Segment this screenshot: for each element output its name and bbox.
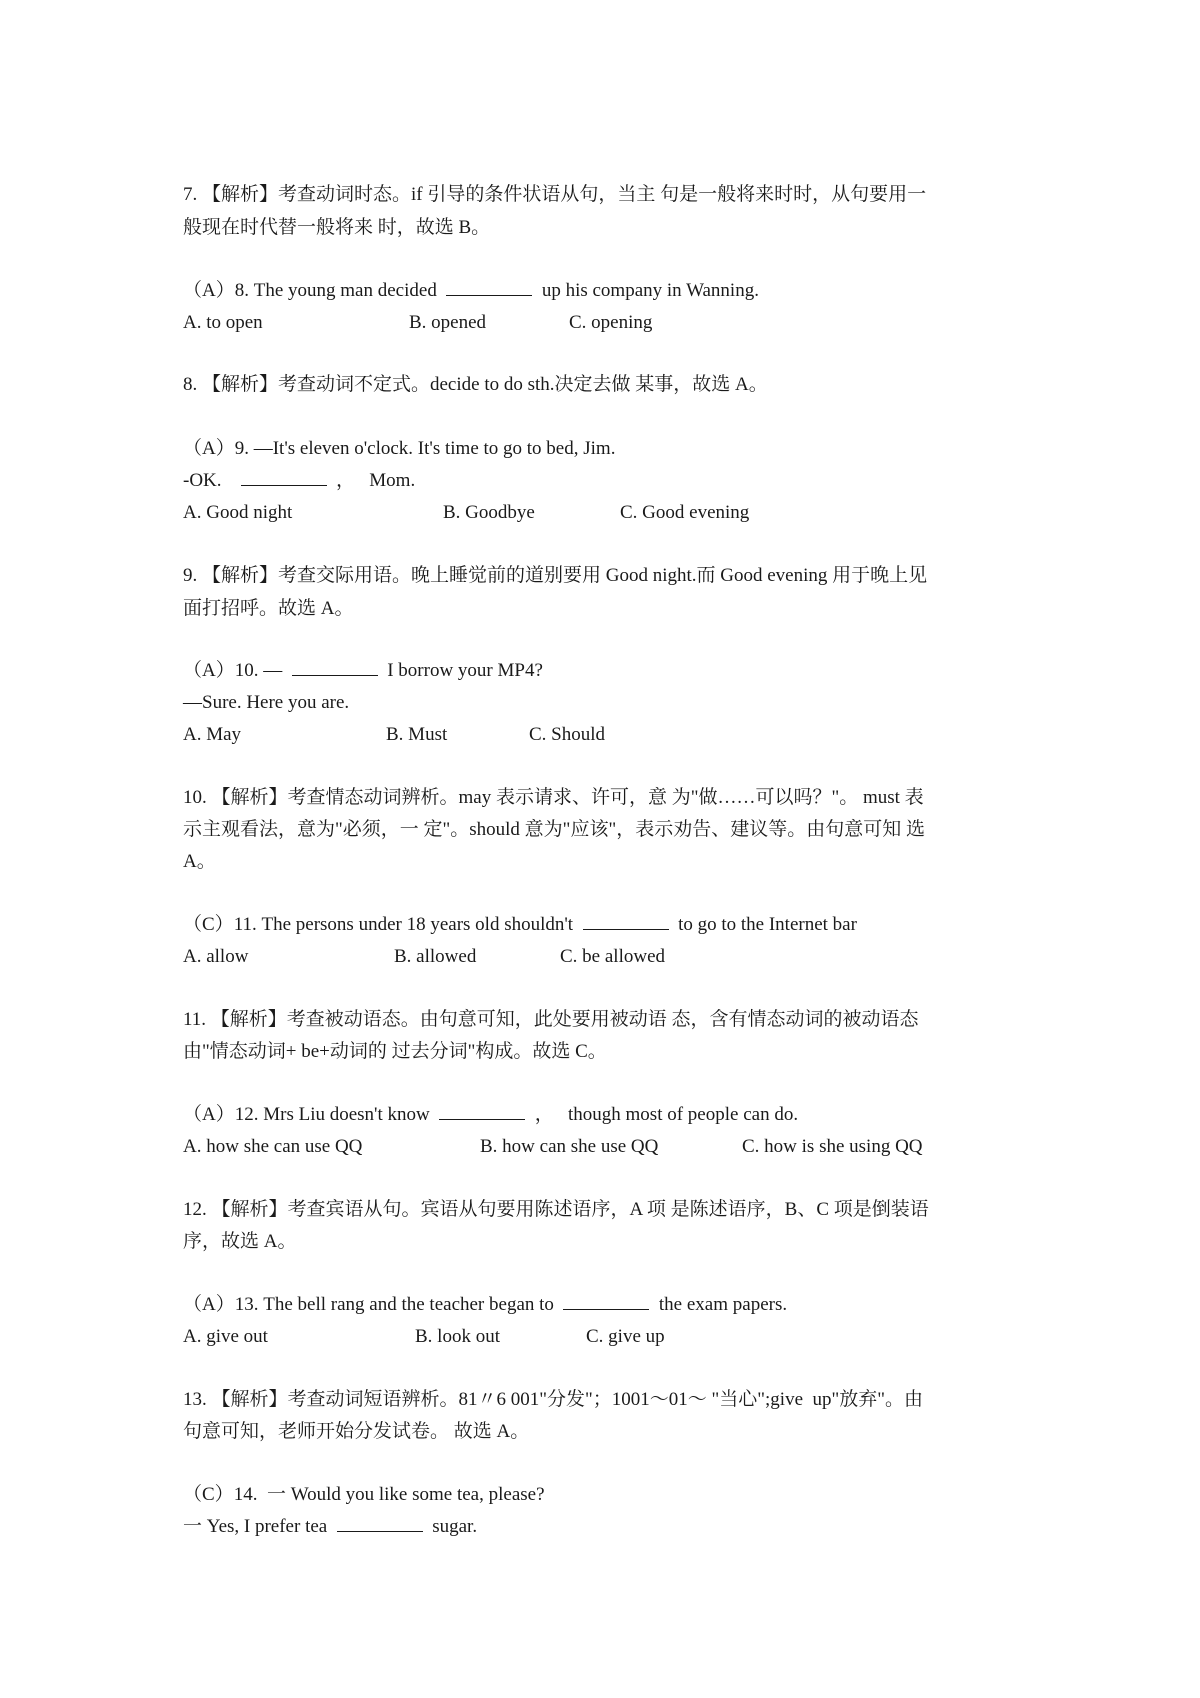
q8-answer: （A） [183,280,235,301]
q8-option-b: B. opened [409,312,487,333]
q8-number: 8. [234,280,249,301]
q12-option-c: C. how is she using QQ [742,1136,923,1157]
q9-explanation-line-2: 面打招呼。故选 A。 [183,598,354,619]
q13-number: 13. [234,1294,259,1315]
q11-number: 11. [233,914,257,935]
q14-question-line-2 [183,1515,477,1539]
q12-answer: （A） [183,1104,235,1125]
q14-text-after: sugar. [432,1516,478,1537]
q12-text-before: Mrs Liu doesn't know [263,1104,430,1125]
q7-explanation-line-2: 般现在时代替一般将来 时，故选 B。 [183,217,491,238]
q10-option-c: C. Should [529,724,606,745]
q11-explanation-line-2: 由"情态动词+ be+动词的 过去分词"构成。故选 C。 [183,1041,607,1062]
q13-answer: （A） [183,1294,235,1315]
q11-answer: （C） [183,914,234,935]
q10-number: 10. — [234,660,283,681]
q13-explanation-line-1: 13. 【解析】考查动词短语辨析。81〃6 001"分发"；1001〜01〜 "当心";give up"放弃"。由 [183,1389,924,1410]
q13-options [183,1325,703,1349]
q12-blank [439,1103,525,1120]
q13-text-before: The bell rang and the teacher began to [263,1294,554,1315]
q12-option-b: B. how can she use QQ [480,1136,659,1157]
q11-text-before: The persons under 18 years old shouldn't [261,914,574,935]
q10-explanation-line-1: 10. 【解析】考查情态动词辨析。may 表示请求、许可，意 为"做……可以吗？"。 must 表 [183,787,924,808]
q14-text-line-1: 一 Would you like some tea, please? [266,1484,545,1505]
q14-text-before: 一 Yes, I prefer tea [183,1516,328,1537]
q9-option-b: B. Goodbye [443,502,535,523]
q9-number: 9. [234,438,249,459]
q10-text-after: I borrow your MP4? [387,660,543,681]
q13-option-b: B. look out [415,1326,500,1347]
q9-text-after: ， Mom. [336,470,416,491]
q12-question [183,1103,798,1127]
q8-text-before: The young man decided [253,280,437,301]
q8-explanation-line-1: 8. 【解析】考查动词不定式。decide to do sth.决定去做 某事，故选 A。 [183,374,768,395]
q8-option-c: C. opening [569,312,653,333]
q12-options [183,1135,963,1159]
q10-explanation-line-2: 示主观看法，意为"必须，一 定"。should 意为"应该"，表示劝告、建议等。由句意可知 选 [183,819,925,840]
q9-option-a: A. Good night [183,502,293,523]
q14-question-line-1 [183,1483,545,1507]
q12-number: 12. [234,1104,259,1125]
q14-answer: （C） [183,1484,234,1505]
q11-explanation-line-1: 11. 【解析】考查被动语态。由句意可知，此处要用被动语 态，含有情态动词的被动语态 [183,1009,919,1030]
q10-answer: （A） [183,660,235,681]
q9-question-line-1 [183,437,615,461]
q12-explanation-line-2: 序，故选 A。 [183,1231,297,1252]
q10-question-line-1 [183,659,543,683]
q14-blank [337,1515,423,1532]
q12-option-a: A. how she can use QQ [183,1136,363,1157]
q7-explanation-line-1: 7. 【解析】考查动词时态。if 引导的条件状语从句，当主 句是一般将来时时，从句要用一 [183,184,927,205]
q11-option-a: A. allow [183,946,249,967]
q9-blank [241,469,327,486]
q8-blank [446,279,532,296]
q10-explanation-line-3: A。 [183,851,216,872]
q11-options [183,945,743,969]
q8-option-a: A. to open [183,312,263,333]
q10-option-a: A. May [183,724,242,745]
q9-text-line-1: —It's eleven o'clock. It's time to go to bed, Jim. [253,438,616,459]
q9-explanation-line-1: 9. 【解析】考查交际用语。晚上睡觉前的道别要用 Good night.而 Good evening 用于晚上见 [183,565,928,586]
q12-text-after: ， though most of people can do. [534,1104,799,1125]
q9-question-line-2 [183,469,415,493]
q10-option-b: B. Must [386,724,448,745]
q10-blank [292,659,378,676]
q13-option-c: C. give up [586,1326,665,1347]
q9-options [183,501,783,525]
q10-options [183,723,663,747]
q13-question [183,1293,787,1317]
q12-explanation-line-1: 12. 【解析】考查宾语从句。宾语从句要用陈述语序，A 项 是陈述语序，B、C 项是倒装语 [183,1199,929,1220]
q13-option-a: A. give out [183,1326,268,1347]
q8-options [183,311,743,335]
q9-text-before: -OK. [183,470,222,491]
q10-question-line-2: —Sure. Here you are. [183,692,350,713]
q13-blank [563,1293,649,1310]
q11-option-b: B. allowed [394,946,477,967]
q9-answer: （A） [183,438,235,459]
q13-explanation-line-2: 句意可知，老师开始分发试卷。 故选 A。 [183,1421,530,1442]
q13-text-after: the exam papers. [658,1294,788,1315]
q8-text-after: up his company in Wanning. [541,280,759,301]
q11-blank [583,913,669,930]
q9-option-c: C. Good evening [620,502,750,523]
q11-text-after: to go to the Internet bar [678,914,857,935]
q14-number: 14. [233,1484,258,1505]
q8-question [183,279,759,303]
q11-question [183,913,857,937]
q11-option-c: C. be allowed [560,946,666,967]
